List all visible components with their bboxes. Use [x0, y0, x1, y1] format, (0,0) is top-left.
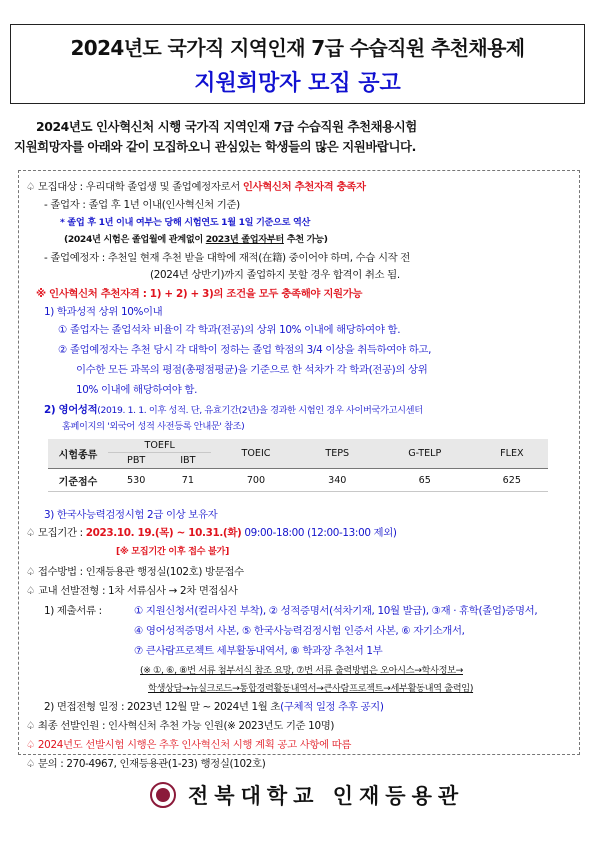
- gpa-title: 1) 학과성적 상위 10%이내: [44, 306, 163, 318]
- bullet-icon: ♤: [26, 720, 35, 732]
- bullet-icon: ♤: [26, 181, 35, 193]
- bullet-icon: ♤: [26, 758, 35, 770]
- intro-line-2: 지원희망자를 아래와 같이 모집하오니 관심있는 학생들의 많은 지원바랍니다.: [14, 139, 416, 154]
- documents-line-1: ① 지원신청서(컬러사진 부착), ② 성적증명서(석차기재, 10월 발급), ③재 · 휴학(졸업)증명서,: [134, 605, 538, 617]
- target-qualification: 인사혁신처 추천자격 충족자: [242, 181, 366, 193]
- interview-line: 2) 면접전형 일정 : 2023년 12월 말 ~ 2024년 1월 초(구체적 일정 추후 공지): [44, 701, 384, 713]
- organization-name: 전북대학교 인재등용관: [188, 783, 465, 808]
- page-title: 2024년도 국가직 지역인재 7급 수습직원 추천채용제: [70, 36, 525, 60]
- target-label: 모집대상 : 우리대학 졸업생 및 졸업예정자로서: [37, 181, 240, 193]
- plan-notice-line: ♤ 2024년도 선발시험 시행은 추후 인사혁신처 시행 계획 공고 사항에 따름: [26, 739, 352, 751]
- english-score-table: [48, 439, 548, 492]
- english-line-1: 2) 영어성적(2019. 1. 1. 이후 성적. 단, 유효기간(2년)을 경과한 시험인 경우 사이버국가고시센터: [44, 404, 423, 416]
- documents-line-3: ⑦ 큰사람프로젝트 세부활동내역서, ⑧ 학과장 추천서 1부: [134, 645, 383, 657]
- graduate-line: - 졸업자 : 졸업 후 1년 이내(인사혁신처 기준): [44, 199, 240, 211]
- bullet-icon: ♤: [26, 566, 35, 578]
- page-subtitle: 지원희망자 모집 공고: [194, 71, 401, 96]
- bullet-icon: ♤: [26, 585, 35, 597]
- table-cell: 65: [374, 469, 476, 492]
- table-cell: 700: [211, 469, 300, 492]
- table-cell: 530: [108, 469, 164, 492]
- table-header-col: G-TELP: [374, 439, 476, 469]
- gpa-item-1: ① 졸업자는 졸업석차 비율이 각 학과(전공)의 상위 10% 이내에 해당하여야 함.: [58, 324, 401, 336]
- qualification-condition: ※ 인사혁신처 추천자격 : 1) + 2) + 3)의 조건을 모두 충족해야 지원가능: [36, 288, 363, 300]
- documents-label: 1) 제출서류 :: [44, 605, 102, 617]
- gpa-item-2-line-2: 이수한 모든 과목의 평점(총평점평균)을 기준으로 한 석차가 각 학과(전공)의 상위: [76, 364, 428, 376]
- documents-line-2: ④ 영어성적증명서 사본, ⑤ 한국사능력검정시험 인증서 사본, ⑥ 자기소개서,: [134, 625, 465, 637]
- footer: [150, 780, 464, 810]
- gpa-item-2-line-1: ② 졸업예정자는 추천 당시 각 대학이 정하는 졸업 학점의 3/4 이상을 취득하여야 하고,: [58, 344, 432, 356]
- table-header-col: FLEX: [476, 439, 548, 469]
- selection-line: ♤ 교내 선발전형 : 1차 서류심사 → 2차 면접심사: [26, 585, 238, 597]
- title-box: [10, 24, 585, 104]
- expected-graduate-line-1: - 졸업예정자 : 추천일 현재 추천 받을 대학에 재적(在籍) 중이어야 하며, 수습 시작 전: [44, 252, 410, 264]
- method-line: ♤ 접수방법 : 인재등용관 행정실(102호) 방문접수: [26, 566, 244, 578]
- gpa-item-2-line-3: 10% 이내에 해당하여야 함.: [76, 384, 198, 396]
- graduate-note-2: (2024년 시험은 졸업월에 관계없이 2023년 졸업자부터 추천 가능): [64, 234, 328, 245]
- documents-note-1: (※ ①, ⑥, ⑧번 서류 첨부서식 참조 요망, ⑦번 서류 출력방법은 오아시스→학사정보→: [140, 665, 463, 676]
- table-cell: 340: [301, 469, 374, 492]
- table-header-col: PBT: [108, 453, 164, 469]
- expected-graduate-line-2: (2024년 상반기)까지 졸업하지 못할 경우 합격이 취소 됨.: [150, 269, 400, 281]
- documents-note-2: 학생상담→뉴실크로드→통합경력활동내역서→큰사람프로젝트→세부활동내역 출력임): [148, 683, 474, 694]
- table-cell: 625: [476, 469, 548, 492]
- final-selection-line: ♤ 최종 선발인원 : 인사혁신처 추천 가능 인원(※ 2023년도 기준 10명): [26, 720, 335, 732]
- university-logo-icon: [150, 782, 176, 808]
- table-row: [48, 469, 548, 492]
- table-header-exam: 시험종류: [48, 439, 108, 469]
- table-header-col: TEPS: [301, 439, 374, 469]
- graduate-note-1: * 졸업 후 1년 이내 여부는 당해 시험연도 1월 1일 기준으로 역산: [60, 217, 310, 228]
- intro-paragraph: [14, 117, 584, 157]
- korean-history-line: 3) 한국사능력검정시험 2급 이상 보유자: [44, 509, 218, 521]
- target-line: [26, 178, 366, 193]
- table-header-toefl: TOEFL: [108, 439, 211, 453]
- intro-line-1: 2024년도 인사혁신처 시행 국가직 지역인재 7급 수습직원 추천채용시험: [36, 119, 417, 134]
- bullet-icon: ♤: [26, 739, 35, 751]
- table-cell: 71: [164, 469, 211, 492]
- english-line-2: 홈페이지의 '외국어 성적 사전등록 안내문' 참조): [62, 421, 245, 432]
- table-header-col: TOEIC: [211, 439, 300, 469]
- period-line: ♤ 모집기간 : 2023.10. 19.(목) ~ 10.31.(화) 09:00-18:00 (12:00-13:00 제외): [26, 527, 397, 539]
- period-note: [※ 모집기간 이후 접수 불가]: [116, 546, 229, 557]
- bullet-icon: ♤: [26, 527, 35, 539]
- table-row-label: 기준점수: [48, 469, 108, 492]
- table-header-col: IBT: [164, 453, 211, 469]
- contact-line: ♤ 문의 : 270-4967, 인재등용관(1-23) 행정실(102호): [26, 758, 266, 770]
